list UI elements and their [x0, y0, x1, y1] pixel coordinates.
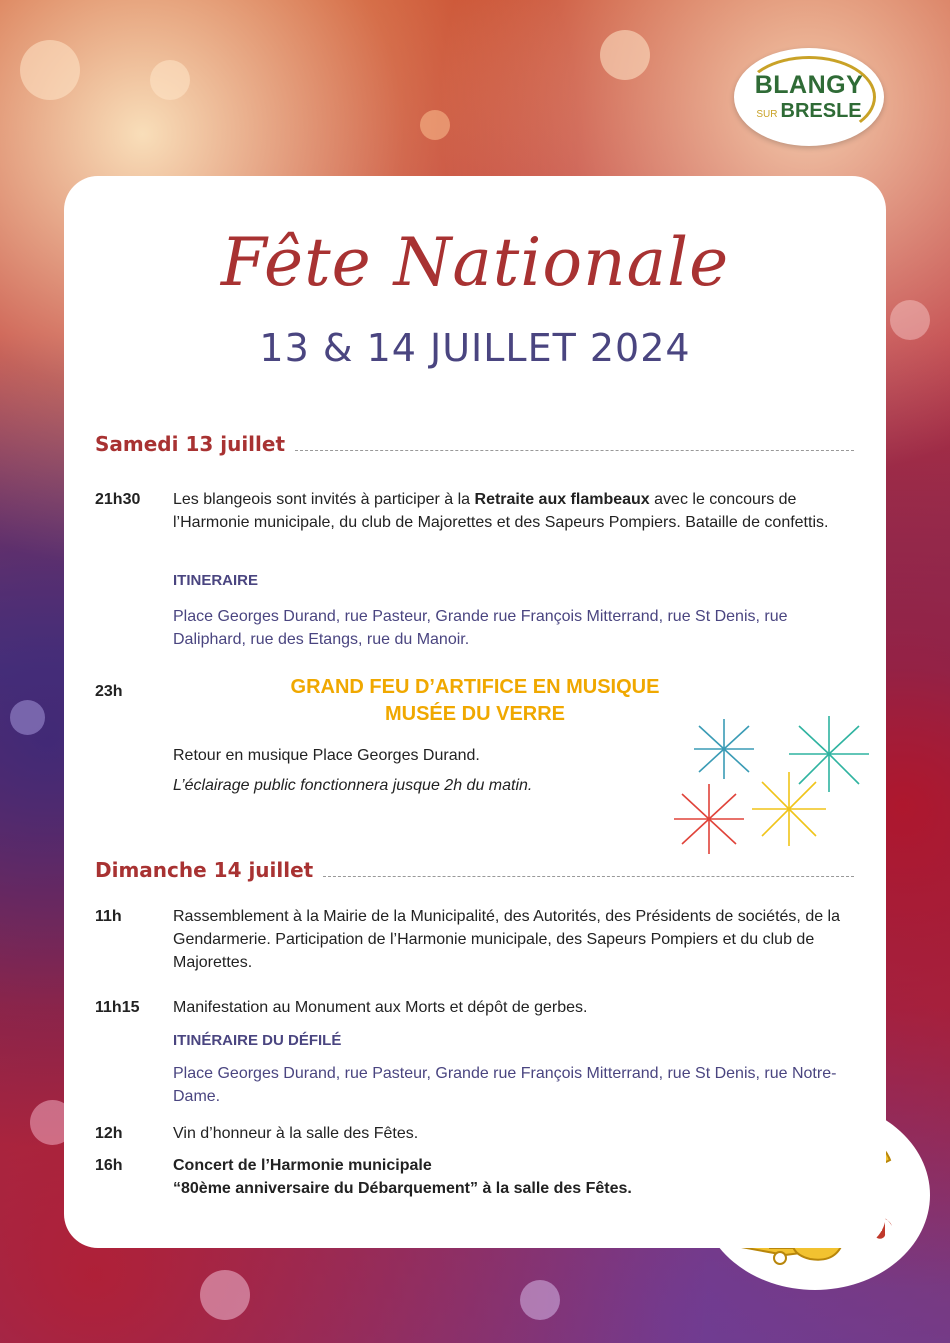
event-dates: 13 & 14 JUILLET 2024	[259, 326, 691, 370]
event-vin-honneur	[95, 1122, 846, 1147]
logo-sub-text: SUR BRESLE	[756, 100, 862, 122]
fireworks-icon	[664, 704, 884, 869]
logo-main-text: BLANGY	[754, 71, 864, 99]
section-heading-saturday: Samedi 13 juillet	[95, 432, 854, 456]
event-time: 11h	[95, 908, 122, 925]
event-description: Manifestation au Monument aux Morts et dépôt de gerbes.	[173, 999, 588, 1016]
section-heading-sunday: Dimanche 14 juillet	[95, 858, 854, 882]
program-card	[64, 176, 886, 1248]
route-label: ITINERAIRE	[173, 572, 259, 589]
fireworks-headline: GRAND FEU D’ARTIFICE EN MUSIQUE MUSÉE DU VERRE	[290, 676, 660, 725]
route-label: ITINÉRAIRE DU DÉFILÉ	[173, 1032, 342, 1049]
lighting-note: L’éclairage public fonctionnera jusque 2h du matin.	[173, 777, 533, 794]
event-time: 16h	[95, 1157, 123, 1174]
event-rassemblement	[95, 905, 846, 975]
event-time: 23h	[95, 683, 123, 700]
page-title: Fête Nationale	[220, 224, 730, 301]
route-text: Place Georges Durand, rue Pasteur, Grande rue François Mitterrand, rue St Denis, rue Daliphard, rue des Etangs, rue du Manoir.	[173, 608, 788, 648]
event-description: Concert de l’Harmonie municipale “80ème anniversaire du Débarquement” à la salle des Fêtes.	[173, 1157, 632, 1197]
blangy-logo	[734, 48, 884, 146]
fireworks-note: Retour en musique Place Georges Durand.	[173, 747, 480, 764]
route-text: Place Georges Durand, rue Pasteur, Grande rue François Mitterrand, rue St Denis, rue Notre-Dame.	[173, 1065, 837, 1105]
event-concert	[95, 1154, 846, 1204]
event-time: 21h30	[95, 491, 141, 508]
event-monument	[95, 996, 846, 1021]
event-retraite	[95, 488, 846, 558]
event-time: 11h15	[95, 999, 140, 1016]
event-time: 12h	[95, 1125, 123, 1142]
event-description: Les blangeois sont invités à participer à la Retraite aux flambeaux avec le concours de l’Harmonie municipale, du club de Majorettes et des Sapeurs Pompiers. Bataille de confettis.	[173, 491, 829, 531]
event-description: Rassemblement à la Mairie de la Municipalité, des Autorités, des Présidents de sociétés, de la Gendarmerie. Participation de l’Harmonie municipale, des Sapeurs Pompiers et du club de Majorettes.	[173, 908, 841, 971]
event-description: Vin d’honneur à la salle des Fêtes.	[173, 1125, 419, 1142]
